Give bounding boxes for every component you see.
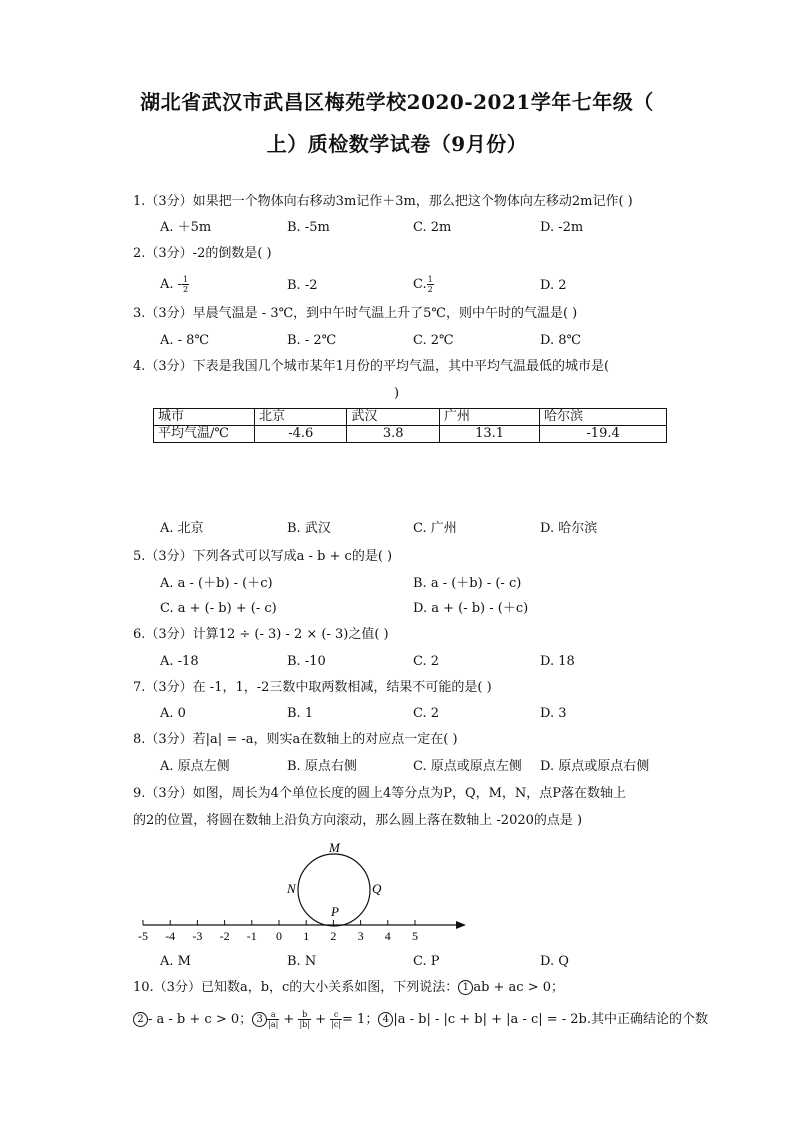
number-line-circle-figure [128,835,478,947]
fraction-one-half: $\frac{1}{2}$ [183,275,189,294]
q8-option-a[interactable]: A. 原点左侧 [160,759,230,774]
q2-option-b[interactable]: B. -2 [287,278,318,293]
table-cell: 3.8 [347,426,439,443]
temperature-table [153,408,667,443]
tick-label: -5 [138,929,148,943]
tick-label: 3 [357,929,364,943]
fraction-one-half: $\frac{1}{2}$ [427,275,433,294]
statement-2: - a - b + c > 0； [148,1012,253,1027]
q9-option-d[interactable]: D. Q [540,954,569,969]
q3-option-b[interactable]: B. - 2℃ [287,333,337,348]
exam-title-line2: 上）质检数学试卷（9月份） [266,132,528,156]
circled-number: 3 [252,1012,267,1027]
table-header-row [154,409,667,426]
q9-option-a[interactable]: A. M [160,954,191,969]
tick-label: 1 [303,929,310,943]
q5-option-c[interactable]: C. a + (- b) + (- c) [160,601,277,616]
question-9-stem: 9.（3分）如图，周长为4个单位长度的圆上4等分点为P，Q，M，N，点P落在数轴上 [133,786,627,801]
question-1-stem: 1.（3分）如果把一个物体向右移动3m记作＋3m，那么把这个物体向左移动2m记作( ) [133,194,633,209]
q5-option-d[interactable]: D. a + (- b) - (＋c) [413,601,529,616]
table-cell: 武汉 [347,409,439,426]
question-4-stem-cont: ) [394,386,400,401]
point-q-label: Q [372,881,382,896]
q5-option-a[interactable]: A. a - (＋b) - (＋c) [160,576,273,591]
q4-option-d[interactable]: D. 哈尔滨 [540,521,598,536]
tick-label: 5 [412,929,418,943]
q6-option-d[interactable]: D. 18 [540,654,575,669]
q2-option-a-label: A. - [160,277,183,292]
statement-1: ab + ac > 0； [473,980,565,995]
q5-option-b[interactable]: B. a - (＋b) - (- c) [413,576,522,591]
point-n-label: N [287,881,296,896]
table-cell: -4.6 [255,426,347,443]
q8-option-b[interactable]: B. 原点右侧 [287,759,357,774]
table-row [154,426,667,443]
q4-option-b[interactable]: B. 武汉 [287,521,331,536]
circled-number: 2 [133,1012,148,1027]
q8-option-c[interactable]: C. 原点或原点左侧 [413,759,522,774]
q7-option-b[interactable]: B. 1 [287,706,314,721]
question-4-stem: 4.（3分）下表是我国几个城市某年1月份的平均气温，其中平均气温最低的城市是( [133,359,610,374]
question-8-stem: 8.（3分）若|a| = -a，则实a在数轴上的对应点一定在( ) [133,732,458,747]
point-p-label: P [331,904,339,919]
question-6-stem: 6.（3分）计算12 ÷ (- 3) - 2 × (- 3)之值( ) [133,627,389,642]
circled-number: 1 [458,980,473,995]
q7-option-d[interactable]: D. 3 [540,706,567,721]
q6-option-b[interactable]: B. -10 [287,654,326,669]
arrow-icon [456,921,466,929]
q9-option-c[interactable]: C. P [413,954,440,969]
statement-3-tail: = 1； [342,1012,379,1027]
table-cell: 北京 [255,409,347,426]
q6-option-c[interactable]: C. 2 [413,654,440,669]
tick-label: 0 [276,929,282,943]
q2-option-c-label: C. [413,277,427,292]
table-cell: 平均气温/℃ [154,426,255,443]
q3-option-c[interactable]: C. 2℃ [413,333,454,348]
q4-option-c[interactable]: C. 广州 [413,521,457,536]
table-cell: -19.4 [540,426,667,443]
tick-label: 2 [330,929,337,943]
question-10-line2: 2 - a - b + c > 0； 3 $\frac{a}{|a|}$ + $\frac{b}{|b|}$ + $\frac{c}{|c|}$ = 1； 4 |a - b| - |c + b| + |a - c| = - 2b.其中正确结论的个数 [133,1010,708,1029]
question-9-stem-cont: 的2的位置，将圆在数轴上沿负方向滚动，那么圆上落在数轴上 -2020的点是 ) [133,813,583,828]
statement-4: |a - b| - |c + b| + |a - c| = - 2b.其中正确结论的个数 [393,1012,709,1027]
question-2-stem: 2.（3分）-2的倒数是( ) [133,246,272,261]
q2-option-c[interactable] [413,275,434,294]
q1-option-b[interactable]: B. -5m [287,220,330,235]
q7-option-c[interactable]: C. 2 [413,706,440,721]
exam-title-line1: 湖北省武汉市武昌区梅苑学校2020-2021学年七年级（ [140,90,654,114]
q8-option-d[interactable]: D. 原点或原点右侧 [540,759,650,774]
table-cell: 13.1 [439,426,539,443]
point-m-label: M [329,840,340,855]
table-cell: 城市 [154,409,255,426]
q1-option-c[interactable]: C. 2m [413,220,452,235]
q1-option-d[interactable]: D. -2m [540,220,584,235]
question-3-stem: 3.（3分）早晨气温是 - 3℃，到中午时气温上升了5℃，则中午时的气温是( ) [133,306,578,321]
q2-option-d[interactable]: D. 2 [540,278,567,293]
q7-option-a[interactable]: A. 0 [160,706,186,721]
q9-option-b[interactable]: B. N [287,954,317,969]
tick-label: -3 [192,929,203,943]
tick-label: -1 [246,929,257,943]
circled-number: 4 [378,1012,393,1027]
table-cell: 广州 [439,409,539,426]
q3-option-d[interactable]: D. 8℃ [540,333,582,348]
question-10-stem: 10.（3分）已知数a，b，c的大小关系如图，下列说法： [133,980,459,995]
q3-option-a[interactable]: A. - 8℃ [160,333,209,348]
question-10-line1 [133,979,564,997]
tick-marks [138,920,418,943]
q4-option-a[interactable]: A. 北京 [160,521,204,536]
q2-option-a[interactable] [160,275,189,294]
q6-option-a[interactable]: A. -18 [160,654,199,669]
q1-option-a[interactable]: A. ＋5m [160,220,212,235]
fraction-c-over-abs-c: $\frac{c}{|c|}$ [331,1010,342,1029]
fraction-b-over-abs-b: $\frac{b}{|b|}$ [299,1010,310,1029]
table-cell: 哈尔滨 [540,409,667,426]
tick-label: -4 [165,929,176,943]
question-5-stem: 5.（3分）下列各式可以写成a - b + c的是( ) [133,549,393,564]
tick-label: -2 [219,929,230,943]
tick-label: 4 [384,929,391,943]
fraction-a-over-abs-a: $\frac{a}{|a|}$ [268,1010,279,1029]
question-7-stem: 7.（3分）在 -1，1，-2三数中取两数相减，结果不可能的是( ) [133,680,492,695]
